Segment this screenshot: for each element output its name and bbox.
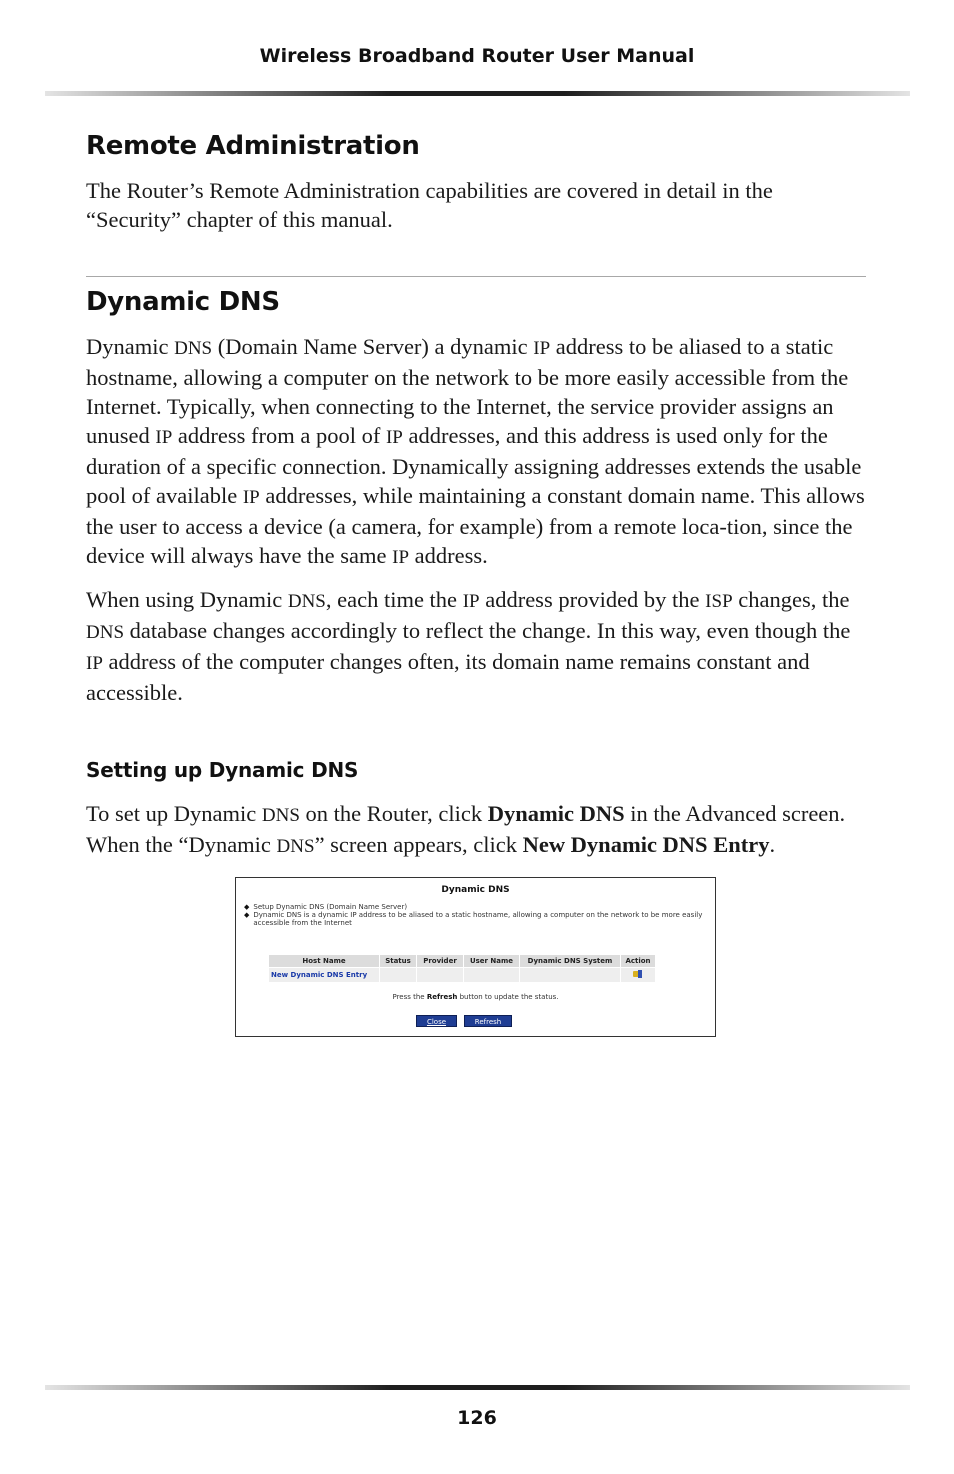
footer-rule (45, 1385, 910, 1390)
dynamic-dns-heading: Dynamic DNS (86, 287, 280, 317)
bullet-icon: ◆ (244, 903, 250, 911)
column-user-name: User Name (464, 955, 520, 968)
close-button[interactable]: Close (416, 1015, 457, 1027)
table-cell (417, 968, 464, 983)
header-title: Wireless Broadband Router User Manual (259, 45, 695, 67)
table-cell (520, 968, 621, 983)
column-host-name: Host Name (269, 955, 380, 968)
setting-up-paragraph: To set up Dynamic DNS on the Router, click Dynamic DNS in the Advanced screen. When the “Dynamic DNS” screen appears, click New Dynamic DNS Entry. (86, 801, 846, 857)
dns-entries-table (269, 955, 656, 982)
refresh-button[interactable]: Refresh (464, 1015, 512, 1027)
setting-up-dynamic-dns-heading: Setting up Dynamic DNS (86, 758, 359, 782)
screenshot-bullets (244, 903, 709, 927)
column-provider: Provider (417, 955, 464, 968)
table-cell (380, 968, 417, 983)
refresh-note: Press the Refresh button to update the status. (392, 993, 559, 1001)
table-row (269, 968, 656, 983)
action-cell (621, 968, 656, 983)
header-rule (45, 91, 910, 96)
bullet-item: ◆ Setup Dynamic DNS (Domain Name Server) (244, 903, 408, 911)
column-action: Action (621, 955, 656, 968)
bullet-icon: ◆ (244, 911, 250, 919)
dynamic-dns-paragraph-1: Dynamic DNS (Domain Name Server) a dynamic IP address to be aliased to a static hostname, allowing a computer on the network to be more easily accessible from the Internet. Typically, when connecting to the Internet, the service provider assigns an unused IP address from a pool of IP addresses, and this address is used only for the duration of a specific connection. Dynamically assigning addresses extends the usable pool of available IP addresses, while maintaining a constant domain name. This allows the user to access a device (a camera, for example) from a remote loca-tion, since the device will always have the same IP address. (86, 334, 865, 568)
screenshot-title: Dynamic DNS (441, 885, 510, 895)
column-dynamic-dns-system: Dynamic DNS System (520, 955, 621, 968)
new-dynamic-dns-entry-link[interactable]: New Dynamic DNS Entry (269, 968, 380, 983)
add-entry-icon[interactable] (633, 970, 643, 978)
remote-administration-body: The Router’s Remote Administration capabilities are covered in detail in the “Security” chapter of this manual. (86, 178, 773, 232)
remote-administration-heading: Remote Administration (86, 131, 420, 161)
dynamic-dns-paragraph-2: When using Dynamic DNS, each time the IP address provided by the ISP changes, the DNS database changes accordingly to reflect the change. In this way, even though the IP address of the computer changes often, its domain name remains constant and accessible. (86, 587, 851, 705)
table-cell (464, 968, 520, 983)
table-header-row (269, 955, 656, 968)
page-number: 126 (457, 1407, 497, 1429)
bullet-item: ◆ Dynamic DNS is a dynamic IP address to be aliased to a static hostname, allowing a computer on the network to be more easily accessible from the Internet (244, 911, 703, 927)
dynamic-dns-screenshot (235, 877, 716, 1037)
section-divider (86, 276, 866, 277)
column-status: Status (380, 955, 417, 968)
